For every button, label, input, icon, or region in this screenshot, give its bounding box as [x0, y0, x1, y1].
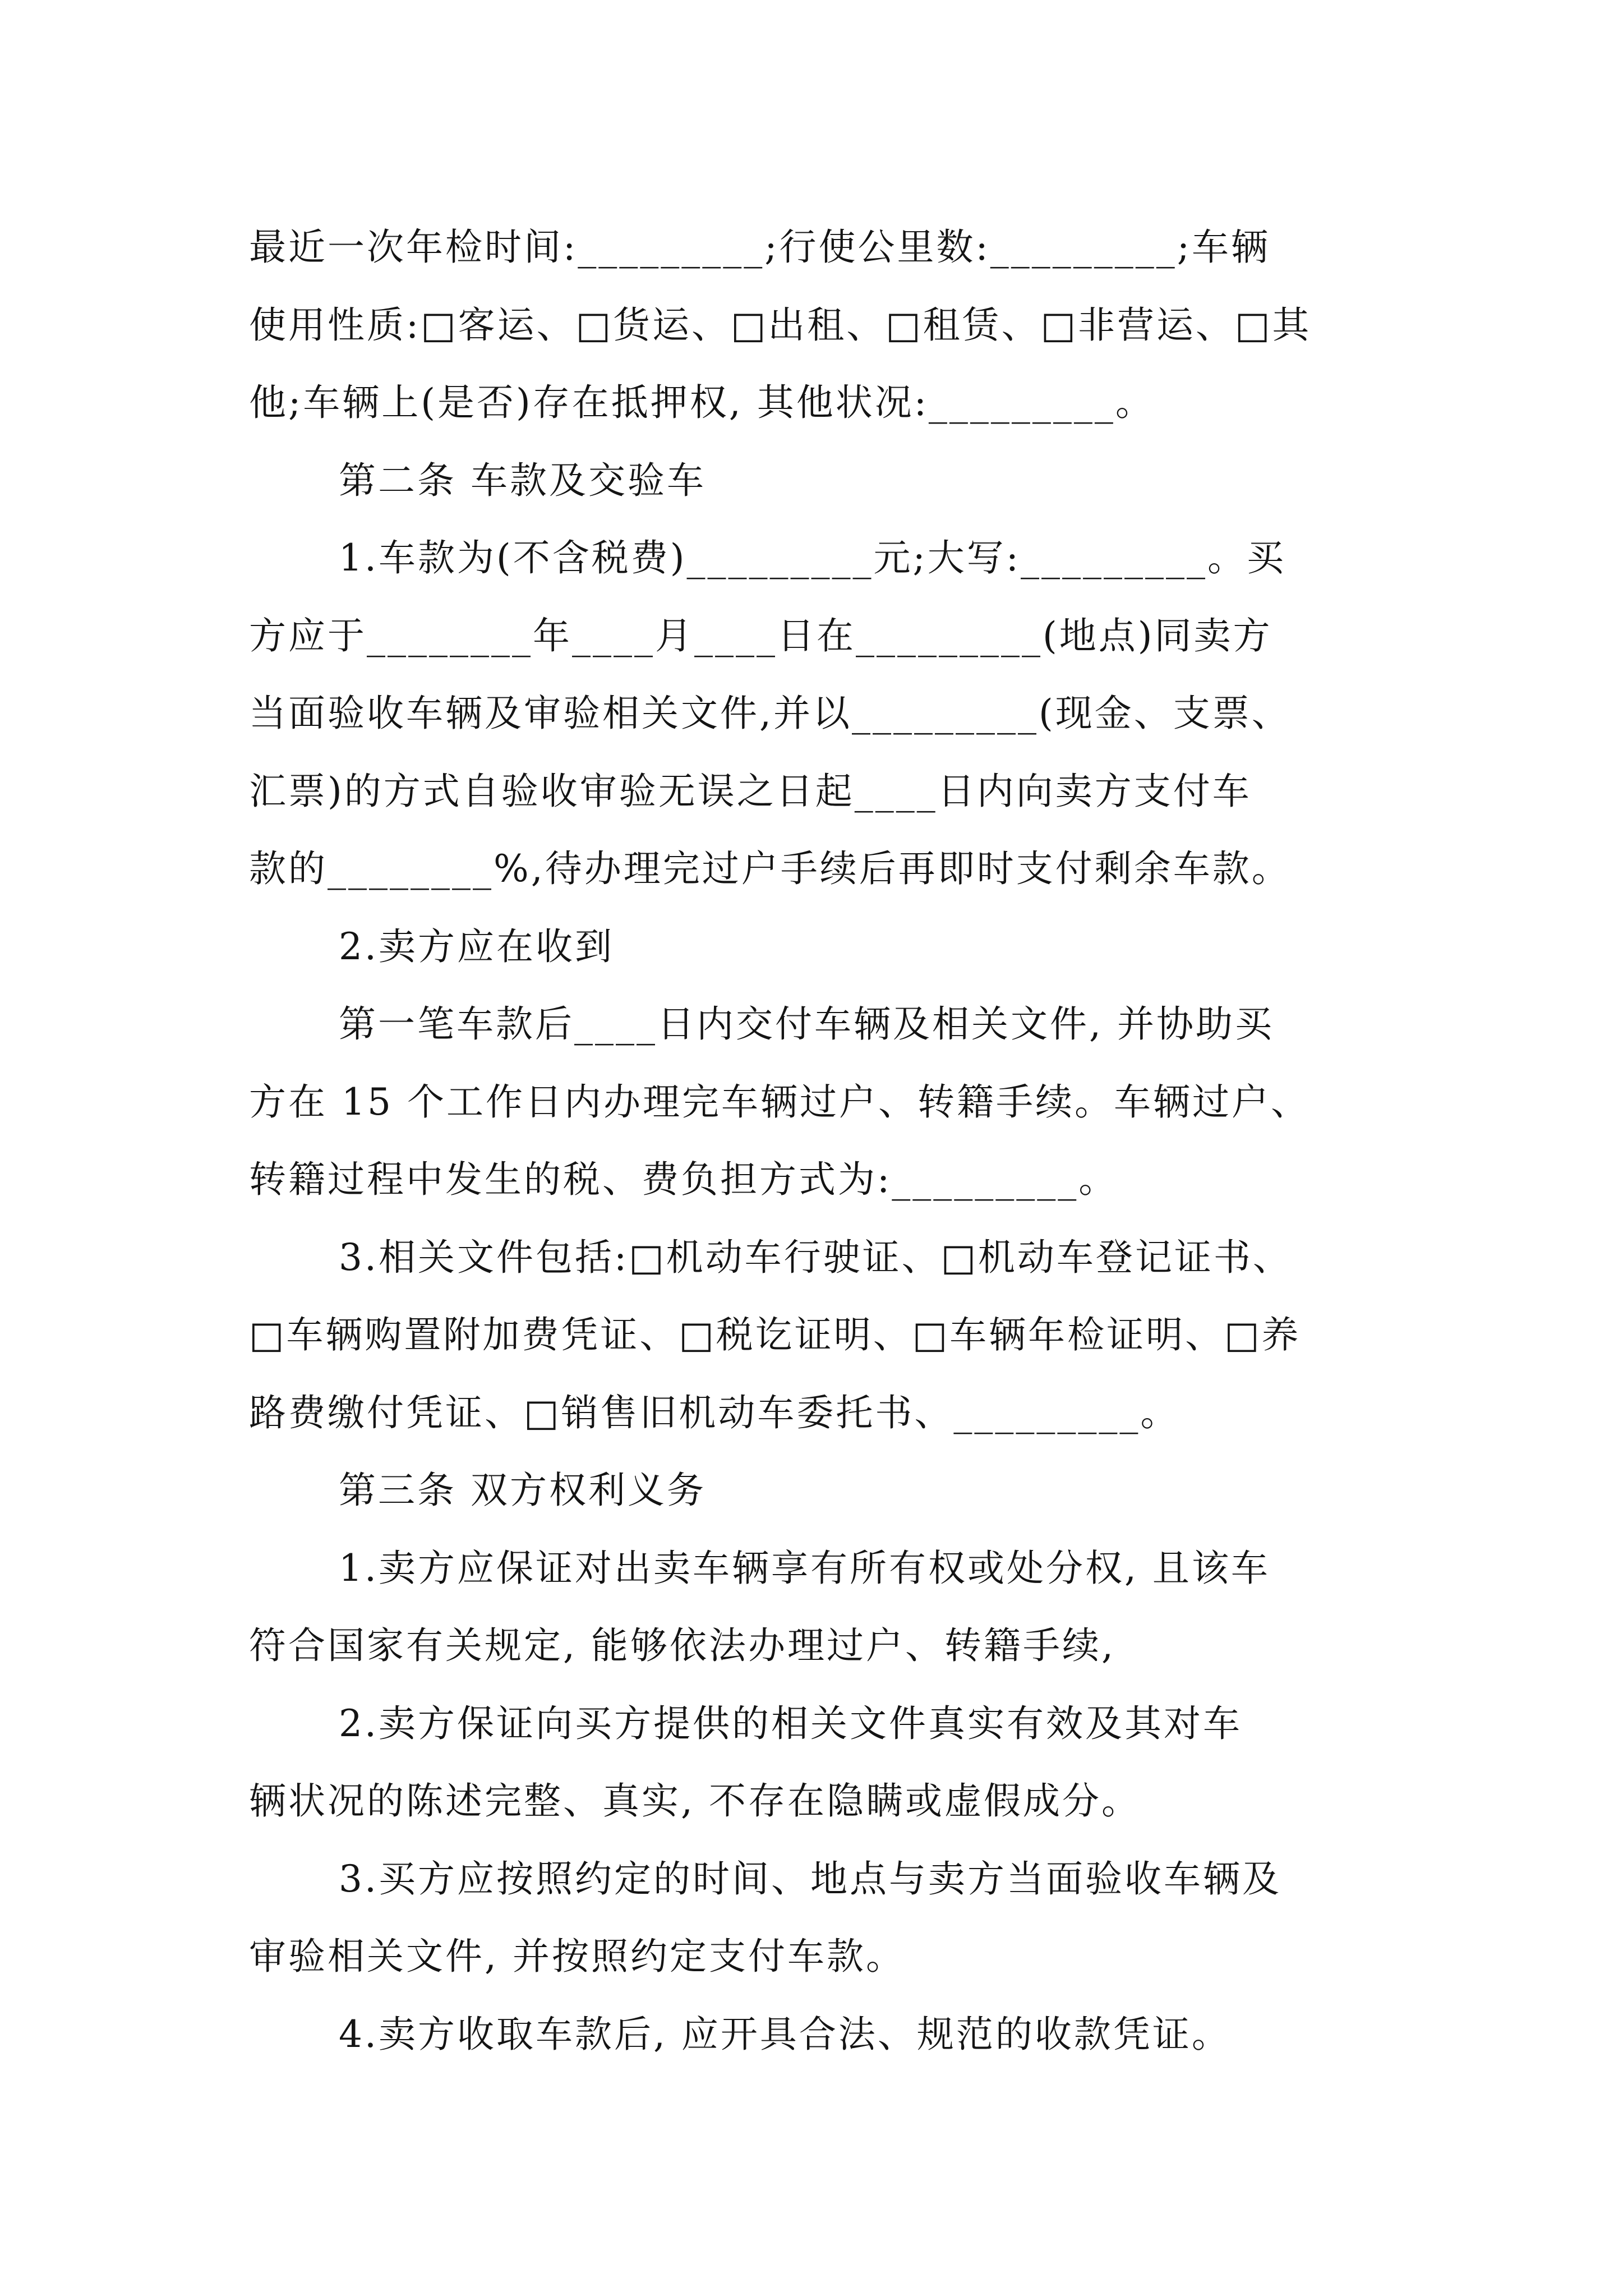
- text-line: 款的________%,待办理完过户手续后再即时支付剩余车款。: [249, 847, 1291, 890]
- text-line: 3.买方应按照约定的时间、地点与卖方当面验收车辆及: [339, 1857, 1281, 1901]
- text-line: 4.卖方收取车款后, 应开具合法、规范的收款凭证。: [339, 2012, 1231, 2056]
- contract-text: [249, 209, 1376, 2073]
- text-line: 1.车款为(不含税费)_________元;大写:_________。买: [339, 536, 1286, 579]
- text-line: 汇票)的方式自验收审验无误之日起____日内向卖方支付车: [249, 769, 1252, 813]
- text-line: 2.卖方保证向买方提供的相关文件真实有效及其对车: [339, 1701, 1242, 1745]
- text-line: 方应于________年____月____日在_________(地点)同卖方: [249, 614, 1272, 657]
- text-line: 方在 15 个工作日内办理完车辆过户、转籍手续。车辆过户、: [249, 1080, 1310, 1124]
- text-line: 1.卖方应保证对出卖车辆享有所有权或处分权, 且该车: [339, 1546, 1270, 1590]
- text-line: 辆状况的陈述完整、真实, 不存在隐瞒或虚假成分。: [249, 1779, 1141, 1823]
- text-line: 路费缴付凭证、□销售旧机动车委托书、_________。: [249, 1391, 1180, 1434]
- text-line: □车辆购置附加费凭证、□税讫证明、□车辆年检证明、□养: [249, 1313, 1301, 1356]
- text-line: 审验相关文件, 并按照约定支付车款。: [249, 1935, 905, 1978]
- text-line: 第一笔车款后____日内交付车辆及相关文件, 并协助买: [339, 1002, 1274, 1046]
- text-line: 2.卖方应在收到: [339, 924, 614, 968]
- text-line: 3.相关文件包括:□机动车行驶证、□机动车登记证书、: [339, 1235, 1292, 1279]
- section-heading: 第二条 车款及交验车: [339, 458, 706, 502]
- text-line: 当面验收车辆及审验相关文件,并以_________(现金、支票、: [249, 692, 1291, 735]
- text-line: 最近一次年检时间:_________;行使公里数:_________;车辆: [249, 226, 1270, 269]
- section-heading: 第三条 双方权利义务: [339, 1469, 706, 1512]
- text-line: 符合国家有关规定, 能够依法办理过户、转籍手续,: [249, 1624, 1115, 1667]
- text-line: 使用性质:□客运、□货运、□出租、□租赁、□非营运、□其: [249, 303, 1312, 347]
- text-line: 他;车辆上(是否)存在抵押权, 其他状况:_________。: [249, 381, 1155, 424]
- text-line: 转籍过程中发生的税、费负担方式为:_________。: [249, 1158, 1118, 1201]
